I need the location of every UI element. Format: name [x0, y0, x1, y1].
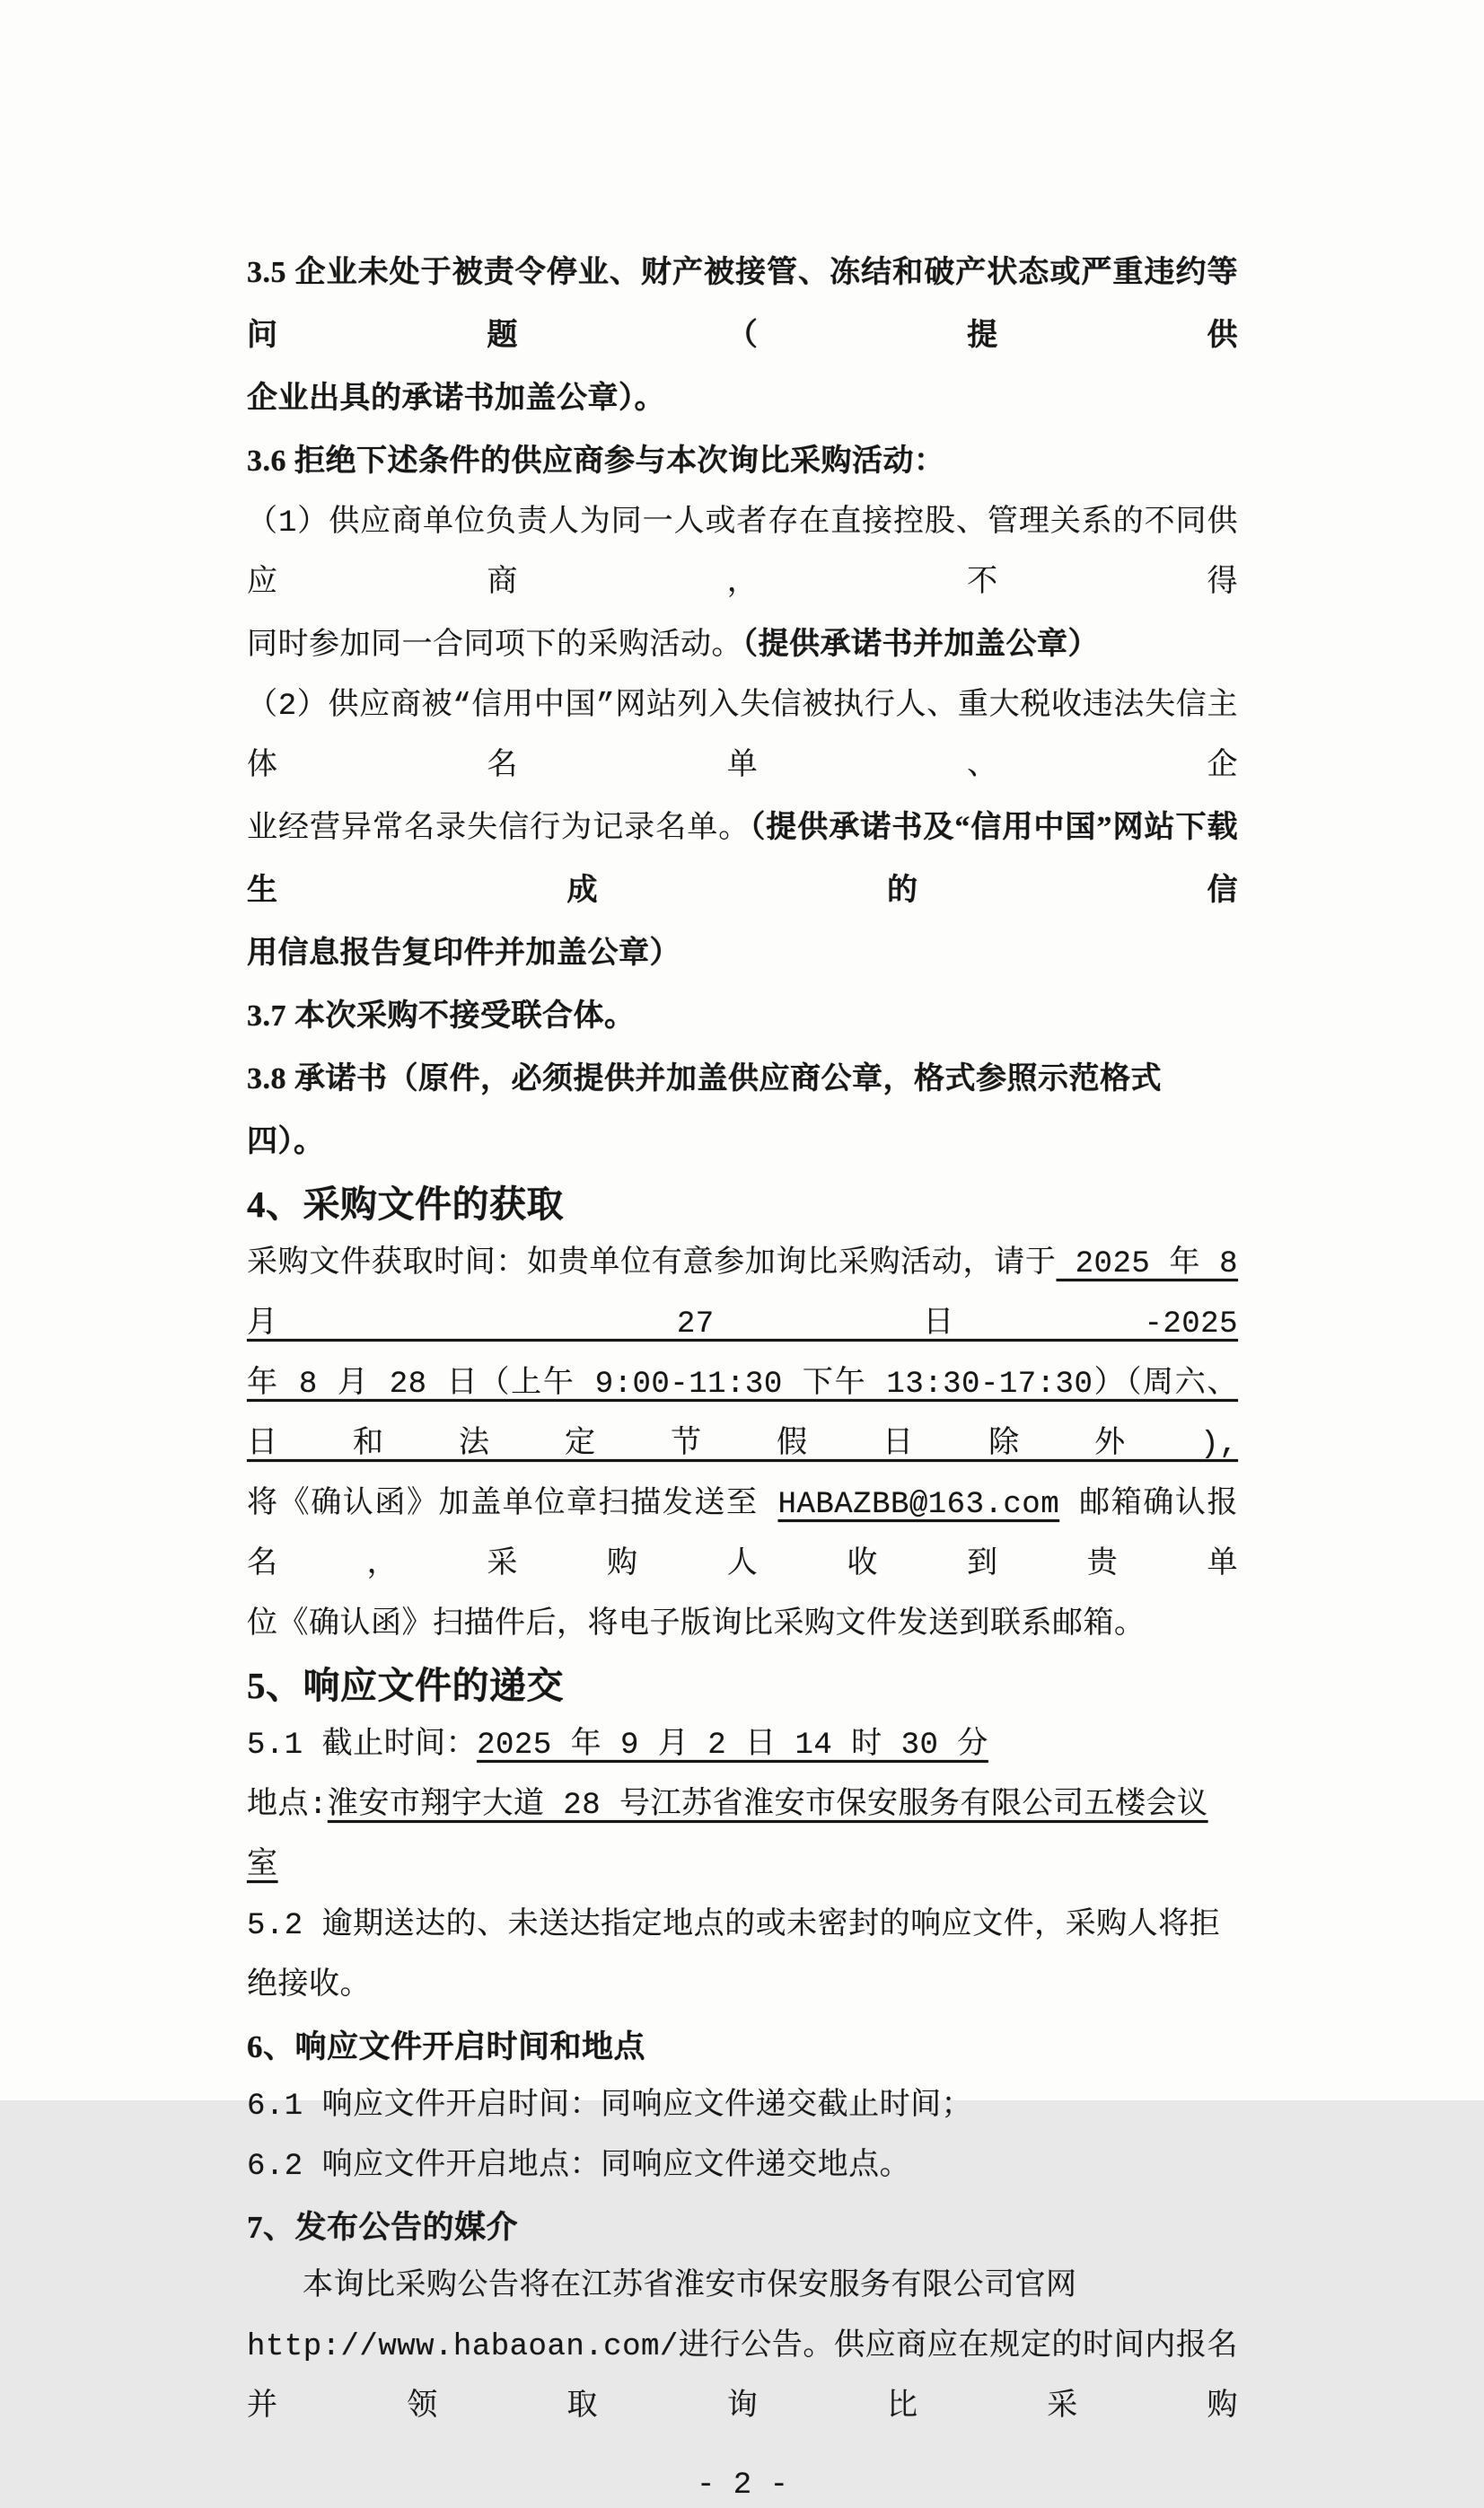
document-line [247, 614, 1238, 677]
section-heading [247, 1656, 1238, 1716]
text-segment: 3.5 [247, 256, 295, 289]
document-line [247, 2137, 1238, 2197]
document-line [247, 2318, 1238, 2438]
text-segment: 企业未处于被责令停业、财产被接管、冻结和破产状态或严重违约等问题 [247, 256, 1239, 352]
underlined-text-segment: 淮安市翔宇大道 28 号江苏省淮安市保安服务有限公司五楼会议室 [247, 1789, 1208, 1883]
text-segment: 5.2 逾期送达的、未送达指定地点的或未密封的响应文件，采购人将拒绝接收。 [247, 1909, 1221, 2003]
text-segment: 拒绝下述条件的供应商参与本次询比采购活动： [294, 444, 945, 478]
document-line [247, 1475, 1238, 1596]
text-segment: 地点: [247, 1789, 328, 1823]
underlined-text-segment: 2025 年 8 月 27 日-2025 [247, 1247, 1238, 1342]
section-heading [247, 1175, 1238, 1235]
text-segment: 用信息报告复印件并加盖公章） [247, 937, 681, 970]
text-segment: （提供 [726, 319, 1238, 352]
text-segment: 7、发布公告的媒介 [247, 2210, 519, 2245]
text-segment: （提供承诺书及“信用中国”网站下载生成的信 [247, 811, 1238, 907]
text-segment: 3.7 本次采购不接受联合体。 [247, 999, 636, 1033]
document-line [247, 986, 1238, 1049]
text-segment: 采购文件获取时间：如贵单位有意参加询比采购活动，请于 [247, 1247, 1057, 1281]
document-line [247, 2257, 1238, 2318]
text-segment: http://www.habaoan.com/进行公告。供应商应在规定的时间内报名并领取询比采购 [247, 2330, 1238, 2424]
document-line [247, 368, 1238, 431]
text-segment: 位《确认函》扫描件后，将电子版询比采购文件发送到联系邮箱。 [247, 1608, 1146, 1642]
underlined-text-segment: 年 8 月 28 日（上午 9:00-11:30 下午 13:30-17:30）（周六、日和法定节假日除外), [247, 1368, 1238, 1462]
document-line [247, 2077, 1238, 2137]
document-body [247, 242, 1238, 2508]
document-line [247, 1596, 1238, 1656]
text-segment: 同时参加同一合同项下的采购活动。 [247, 629, 742, 664]
text-segment: 6.1 响应文件开启时间：同响应文件递交截止时间； [247, 2090, 973, 2124]
document-line [247, 1235, 1238, 1355]
text-segment: 4、采购文件的获取 [247, 1184, 564, 1225]
underlined-text-segment: HABAZBB@163.com [777, 1488, 1060, 1522]
section-heading [247, 2017, 1238, 2077]
text-segment: 6.2 响应文件开启地点：同响应文件递交地点。 [247, 2150, 911, 2184]
text-segment: 5、响应文件的递交 [247, 1665, 564, 1706]
text-segment: （1）供应商单位负责人为同一人或者存在直接控股、管理关系的不同供应商，不得 [247, 506, 1238, 601]
document-line [247, 1049, 1238, 1175]
section-heading [247, 2197, 1238, 2257]
page-number: - 2 - [696, 2468, 789, 2503]
text-segment: 业经营异常名录失信行为记录名单。 [247, 813, 751, 847]
document-line [247, 1776, 1238, 1896]
text-segment: （提供承诺书并加盖公章） [742, 628, 1099, 661]
document-line [247, 797, 1238, 923]
document-line [247, 242, 1238, 368]
document-line [247, 494, 1238, 614]
text-segment: 将《确认函》加盖单位章扫描发送至 [247, 1488, 778, 1522]
text-segment: 本询比采购公告将在江苏省淮安市保安服务有限公司官网 [303, 2270, 1077, 2304]
text-segment: 企业出具的承诺书加盖公章）。 [247, 382, 665, 415]
document-line [247, 1896, 1238, 2017]
text-segment: 5.1 截止时间： [247, 1729, 478, 1763]
text-segment: 3.6 [247, 444, 294, 478]
document-line [247, 1355, 1238, 1475]
text-segment: （2）供应商被“信用中国”网站列入失信被执行人、重大税收违法失信主体名单、企 [247, 690, 1238, 784]
document-line [247, 431, 1238, 494]
text-segment: 邮箱确认报名，采购人收到贵单 [247, 1488, 1238, 1582]
document-line [247, 677, 1238, 797]
text-segment: 6、响应文件开启时间和地点 [247, 2029, 646, 2064]
document-line [247, 923, 1238, 986]
document-line [247, 1716, 1238, 1776]
text-segment: 3.8 承诺书（原件，必须提供并加盖供应商公章，格式参照示范格式四）。 [247, 1062, 1162, 1158]
underlined-text-segment: 2025 年 9 月 2 日 14 时 30 分 [477, 1729, 988, 1763]
